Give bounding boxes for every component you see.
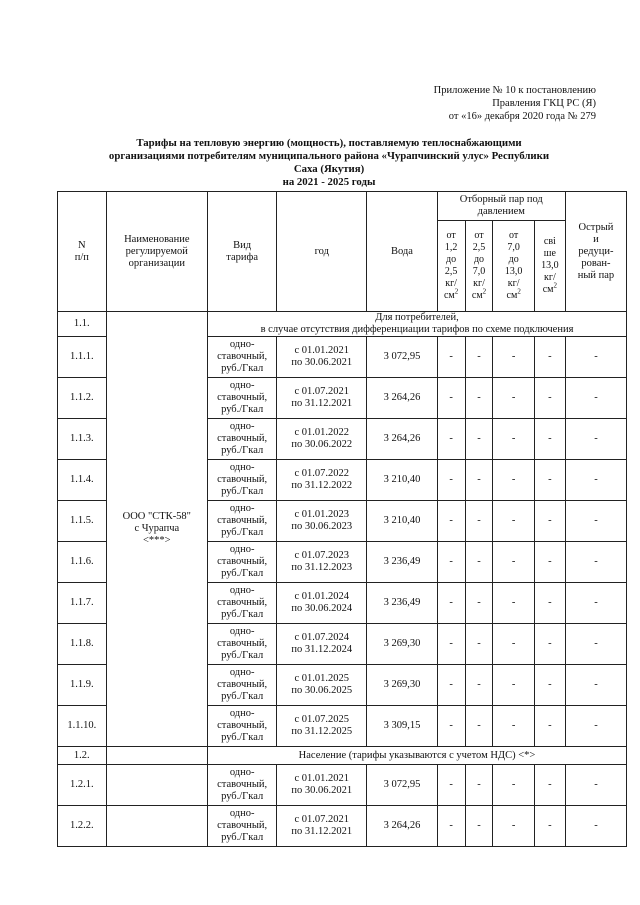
period-from: с 01.07.2025 — [294, 714, 350, 725]
empty-value-cell: - — [565, 419, 626, 460]
empty-value-cell: - — [493, 337, 534, 378]
header-text: до — [446, 254, 457, 265]
empty-value-cell: - — [493, 806, 534, 847]
header-row — [58, 192, 627, 221]
water-value: 3 072,95 — [367, 765, 437, 806]
empty-value-cell: - — [534, 665, 565, 706]
empty-value-cell: - — [465, 765, 493, 806]
title-line: Тарифы на тепловую энергию (мощность), поставляемую теплоснабжающими — [136, 137, 522, 149]
spacer-cell — [106, 765, 207, 806]
tariff-kind-text: одно- — [229, 339, 255, 350]
header-text: 7,0 — [472, 266, 486, 277]
tariff-kind-cell — [207, 665, 276, 706]
empty-value-cell: - — [565, 378, 626, 419]
tariff-kind-text: одно- — [229, 462, 255, 473]
empty-value-cell: - — [493, 665, 534, 706]
section-title-line: Для потребителей, — [375, 312, 459, 323]
header-unit: см — [471, 290, 483, 301]
period-from: с 01.01.2021 — [294, 345, 350, 356]
header-text: N — [78, 239, 86, 251]
period-from: с 01.01.2025 — [294, 673, 350, 684]
tariff-kind-cell — [207, 460, 276, 501]
tariff-kind-text: руб./Гкал — [221, 791, 264, 802]
tariff-kind-text: ставочный, — [217, 720, 268, 731]
water-value: 3 236,49 — [367, 542, 437, 583]
empty-value-cell: - — [437, 706, 465, 747]
title-line: Саха (Якутия) — [293, 163, 365, 175]
section-title-line: в случае отсутствия дифференциации тарифов по схеме подключения — [260, 324, 574, 335]
tariff-kind-text: ставочный, — [217, 515, 268, 526]
header-text: ше — [543, 248, 556, 259]
tariff-kind-text: руб./Гкал — [221, 486, 264, 497]
tariff-kind-cell — [207, 765, 276, 806]
tariff-table — [57, 191, 627, 847]
header-text: Наименование — [124, 233, 190, 245]
header-text: 2,5 — [472, 242, 486, 253]
row-number: 1.1.8. — [58, 624, 107, 665]
header-tariff-kind — [207, 192, 276, 312]
row-number: 1.1.7. — [58, 583, 107, 624]
appendix-line: Приложение № 10 к постановлению — [433, 85, 596, 96]
empty-value-cell: - — [493, 624, 534, 665]
empty-value-cell: - — [534, 419, 565, 460]
tariff-kind-cell — [207, 378, 276, 419]
water-value: 3 264,26 — [367, 806, 437, 847]
empty-value-cell: - — [565, 806, 626, 847]
water-value: 3 210,40 — [367, 460, 437, 501]
empty-value-cell: - — [437, 583, 465, 624]
tariff-kind-text: ставочный, — [217, 679, 268, 690]
header-year: год — [277, 192, 367, 312]
header-text — [439, 287, 464, 302]
tariff-kind-text: одно- — [229, 808, 255, 819]
organization-text: ООО "СТК-58" — [122, 511, 191, 522]
section-number: 1.1. — [58, 312, 107, 337]
period-from: с 01.07.2021 — [294, 814, 350, 825]
row-number: 1.2.1. — [58, 765, 107, 806]
appendix-line: от «16» декабря 2020 года № 279 — [448, 111, 596, 122]
row-number: 1.1.3. — [58, 419, 107, 460]
header-text: кг/ — [507, 278, 520, 289]
period-from: с 01.01.2024 — [294, 591, 350, 602]
period-cell — [277, 542, 367, 583]
spacer-cell — [106, 747, 207, 765]
period-cell — [277, 583, 367, 624]
empty-value-cell: - — [565, 665, 626, 706]
header-text — [467, 287, 492, 302]
empty-value-cell: - — [565, 765, 626, 806]
header-steam-1 — [437, 221, 465, 312]
superscript: 2 — [553, 281, 558, 290]
period-cell — [277, 460, 367, 501]
tariff-kind-text: руб./Гкал — [221, 650, 264, 661]
period-cell — [277, 665, 367, 706]
title-line: организациями потребителям муниципального района «Чурапчинский улус» Республики — [108, 150, 550, 162]
tariff-kind-text: одно- — [229, 380, 255, 391]
header-text: 7,0 — [507, 242, 520, 253]
header-text: 1,2 — [444, 242, 458, 253]
header-text: давлением — [477, 206, 525, 217]
tariff-kind-text: одно- — [229, 421, 255, 432]
empty-value-cell: - — [465, 419, 493, 460]
empty-value-cell: - — [465, 806, 493, 847]
period-to: по 30.06.2021 — [291, 785, 353, 796]
header-text: п/п — [74, 251, 89, 263]
period-to: по 30.06.2024 — [291, 603, 353, 614]
header-text: редуци- — [578, 245, 614, 257]
organization-text: с Чурапча — [134, 523, 180, 534]
tariff-kind-text: ставочный, — [217, 638, 268, 649]
tariff-kind-text: одно- — [229, 667, 255, 678]
section-row — [58, 747, 627, 765]
tariff-kind-text: ставочный, — [217, 433, 268, 444]
empty-value-cell: - — [493, 583, 534, 624]
section-title — [207, 312, 626, 337]
header-text: ный пар — [577, 269, 615, 281]
tariff-kind-text: одно- — [229, 503, 255, 514]
period-cell — [277, 706, 367, 747]
tariff-kind-text: руб./Гкал — [221, 691, 264, 702]
period-to: по 30.06.2025 — [291, 685, 353, 696]
header-text: кг/ — [473, 278, 485, 289]
period-to: по 31.12.2022 — [291, 480, 353, 491]
header-steam-3 — [493, 221, 534, 312]
water-value: 3 210,40 — [367, 501, 437, 542]
document-title — [60, 137, 598, 189]
empty-value-cell: - — [565, 460, 626, 501]
tariff-kind-cell — [207, 337, 276, 378]
empty-value-cell: - — [493, 706, 534, 747]
header-text — [494, 287, 532, 302]
spacer-cell — [106, 806, 207, 847]
tariff-kind-text: руб./Гкал — [221, 732, 264, 743]
empty-value-cell: - — [565, 583, 626, 624]
tariff-kind-text: одно- — [229, 544, 255, 555]
water-value: 3 309,15 — [367, 706, 437, 747]
empty-value-cell: - — [437, 460, 465, 501]
empty-value-cell: - — [465, 337, 493, 378]
water-value: 3 264,26 — [367, 419, 437, 460]
period-to: по 30.06.2022 — [291, 439, 353, 450]
header-sharp-steam — [565, 192, 626, 312]
water-value: 3 269,30 — [367, 665, 437, 706]
empty-value-cell: - — [437, 806, 465, 847]
period-to: по 31.12.2024 — [291, 644, 353, 655]
period-cell — [277, 337, 367, 378]
header-text: 2,5 — [444, 266, 458, 277]
tariff-kind-text: руб./Гкал — [221, 832, 264, 843]
period-from: с 01.01.2021 — [294, 773, 350, 784]
header-text: тарифа — [226, 251, 258, 263]
empty-value-cell: - — [534, 765, 565, 806]
empty-value-cell: - — [437, 378, 465, 419]
empty-value-cell: - — [465, 501, 493, 542]
empty-value-cell: - — [565, 337, 626, 378]
period-cell — [277, 501, 367, 542]
header-unit: см — [443, 290, 455, 301]
empty-value-cell: - — [437, 624, 465, 665]
period-cell — [277, 624, 367, 665]
tariff-kind-cell — [207, 501, 276, 542]
tariff-kind-text: руб./Гкал — [221, 363, 264, 374]
header-steam — [437, 192, 565, 221]
tariff-kind-cell — [207, 583, 276, 624]
empty-value-cell: - — [534, 806, 565, 847]
tariff-kind-text: ставочный, — [217, 820, 268, 831]
empty-value-cell: - — [534, 501, 565, 542]
header-text: 13,0 — [541, 260, 559, 271]
tariff-kind-text: ставочный, — [217, 474, 268, 485]
empty-value-cell: - — [534, 706, 565, 747]
period-to: по 31.12.2021 — [291, 826, 353, 837]
period-from: с 01.01.2023 — [294, 509, 350, 520]
empty-value-cell: - — [465, 706, 493, 747]
period-from: с 01.07.2024 — [294, 632, 350, 643]
period-from: с 01.07.2021 — [294, 386, 350, 397]
header-text: Отборный пар под — [459, 194, 543, 205]
row-number: 1.1.1. — [58, 337, 107, 378]
tariff-kind-text: одно- — [229, 767, 255, 778]
row-number: 1.1.6. — [58, 542, 107, 583]
period-cell — [277, 806, 367, 847]
section-number: 1.2. — [58, 747, 107, 765]
empty-value-cell: - — [534, 460, 565, 501]
period-to: по 30.06.2023 — [291, 521, 353, 532]
tariff-kind-cell — [207, 419, 276, 460]
tariff-kind-text: руб./Гкал — [221, 568, 264, 579]
empty-value-cell: - — [565, 706, 626, 747]
superscript: 2 — [454, 287, 459, 296]
empty-value-cell: - — [534, 542, 565, 583]
header-text — [536, 281, 564, 296]
appendix-line: Правления ГКЦ РС (Я) — [492, 98, 596, 109]
empty-value-cell: - — [437, 765, 465, 806]
header-text: кг/ — [445, 278, 457, 289]
empty-value-cell: - — [465, 460, 493, 501]
section-title: Население (тарифы указываются с учетом НДС) <*> — [207, 747, 626, 765]
header-text: от — [509, 230, 519, 241]
header-organization — [106, 192, 207, 312]
tariff-kind-text: одно- — [229, 626, 255, 637]
period-from: с 01.01.2022 — [294, 427, 350, 438]
empty-value-cell: - — [493, 542, 534, 583]
period-to: по 31.12.2023 — [291, 562, 353, 573]
empty-value-cell: - — [437, 501, 465, 542]
empty-value-cell: - — [437, 419, 465, 460]
section-row — [58, 312, 627, 337]
empty-value-cell: - — [565, 542, 626, 583]
empty-value-cell: - — [534, 378, 565, 419]
table-row — [58, 765, 627, 806]
tariff-kind-cell — [207, 706, 276, 747]
tariff-kind-text: ставочный, — [217, 351, 268, 362]
header-text: сві — [543, 236, 556, 247]
header-text: от — [446, 230, 456, 241]
period-cell — [277, 419, 367, 460]
empty-value-cell: - — [437, 542, 465, 583]
header-water: Вода — [367, 192, 437, 312]
empty-value-cell: - — [534, 583, 565, 624]
empty-value-cell: - — [493, 765, 534, 806]
tariff-kind-cell — [207, 624, 276, 665]
period-to: по 31.12.2021 — [291, 398, 353, 409]
header-text: 13,0 — [504, 266, 523, 277]
tariff-kind-text: ставочный, — [217, 597, 268, 608]
row-number: 1.1.10. — [58, 706, 107, 747]
empty-value-cell: - — [465, 542, 493, 583]
water-value: 3 072,95 — [367, 337, 437, 378]
empty-value-cell: - — [465, 583, 493, 624]
empty-value-cell: - — [437, 337, 465, 378]
header-text: до — [508, 254, 519, 265]
header-text: от — [474, 230, 484, 241]
header-text: и — [593, 233, 599, 245]
empty-value-cell: - — [437, 665, 465, 706]
row-number: 1.1.5. — [58, 501, 107, 542]
empty-value-cell: - — [493, 460, 534, 501]
empty-value-cell: - — [465, 624, 493, 665]
period-to: по 31.12.2025 — [291, 726, 353, 737]
empty-value-cell: - — [493, 419, 534, 460]
empty-value-cell: - — [493, 501, 534, 542]
empty-value-cell: - — [465, 665, 493, 706]
period-to: по 30.06.2021 — [291, 357, 353, 368]
row-number: 1.1.4. — [58, 460, 107, 501]
header-steam-2 — [465, 221, 493, 312]
header-text: Острый — [578, 221, 614, 233]
tariff-kind-text: руб./Гкал — [221, 527, 264, 538]
tariff-kind-text: ставочный, — [217, 556, 268, 567]
tariff-kind-text: одно- — [229, 708, 255, 719]
header-text: до — [473, 254, 485, 265]
superscript: 2 — [517, 287, 521, 296]
header-unit: см — [506, 290, 518, 301]
empty-value-cell: - — [534, 624, 565, 665]
tariff-kind-cell — [207, 542, 276, 583]
header-text: Вид — [233, 239, 252, 251]
table-row — [58, 806, 627, 847]
period-from: с 01.07.2023 — [294, 550, 350, 561]
row-number: 1.1.9. — [58, 665, 107, 706]
period-cell — [277, 378, 367, 419]
header-text: регулируемой — [125, 245, 188, 257]
empty-value-cell: - — [465, 378, 493, 419]
water-value: 3 236,49 — [367, 583, 437, 624]
header-text: организации — [128, 257, 185, 269]
header-steam-4 — [534, 221, 565, 312]
row-number: 1.2.2. — [58, 806, 107, 847]
tariff-kind-text: ставочный, — [217, 779, 268, 790]
empty-value-cell: - — [565, 501, 626, 542]
water-value: 3 264,26 — [367, 378, 437, 419]
organization-cell — [106, 312, 207, 747]
tariff-kind-cell — [207, 806, 276, 847]
tariff-kind-text: руб./Гкал — [221, 445, 264, 456]
title-line: на 2021 - 2025 годы — [282, 176, 376, 188]
header-unit: см — [542, 284, 554, 295]
header-num — [58, 192, 107, 312]
organization-text: <***> — [143, 535, 171, 546]
superscript: 2 — [482, 287, 487, 296]
empty-value-cell: - — [565, 624, 626, 665]
header-text: кг/ — [544, 272, 556, 283]
water-value: 3 269,30 — [367, 624, 437, 665]
period-from: с 01.07.2022 — [294, 468, 350, 479]
tariff-kind-text: руб./Гкал — [221, 404, 264, 415]
header-text: рован- — [581, 257, 611, 269]
tariff-kind-text: руб./Гкал — [221, 609, 264, 620]
empty-value-cell: - — [493, 378, 534, 419]
appendix-block — [434, 84, 596, 123]
tariff-kind-text: одно- — [229, 585, 255, 596]
period-cell — [277, 765, 367, 806]
tariff-kind-text: ставочный, — [217, 392, 268, 403]
row-number: 1.1.2. — [58, 378, 107, 419]
empty-value-cell: - — [534, 337, 565, 378]
